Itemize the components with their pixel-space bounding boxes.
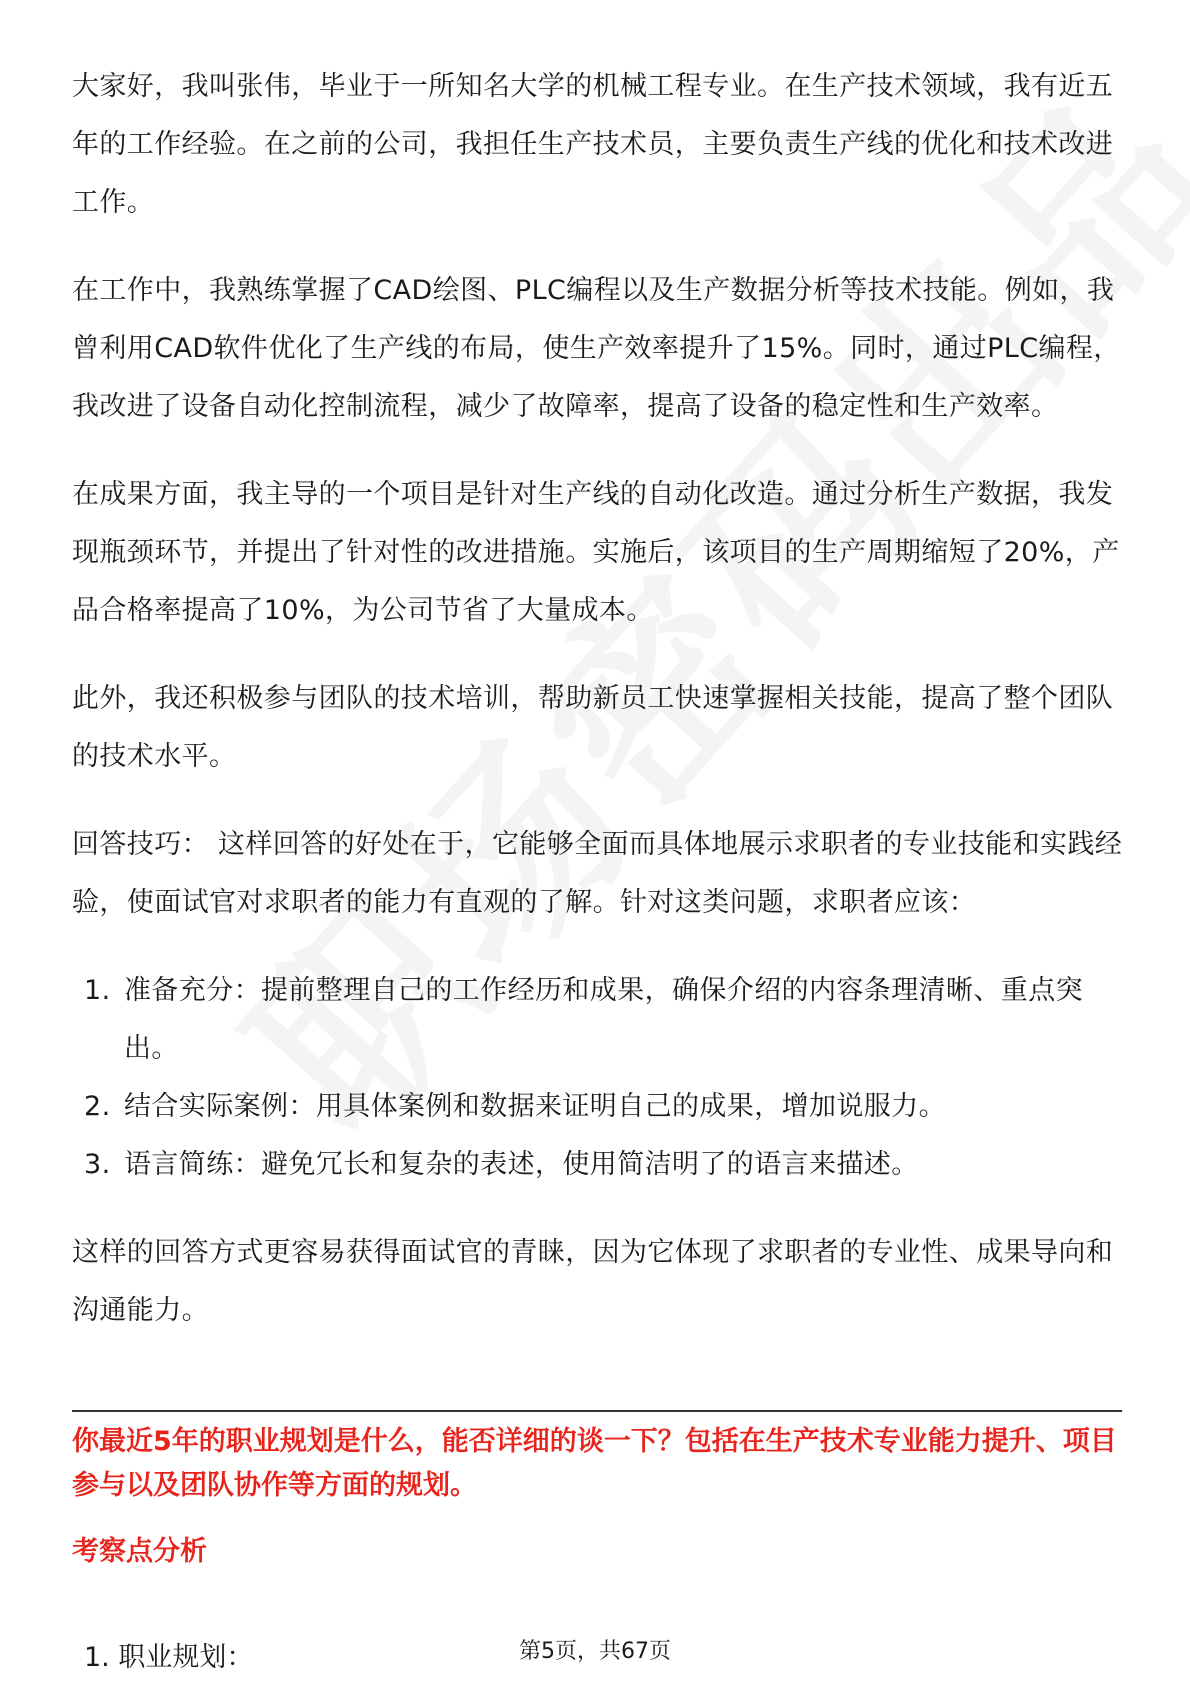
paragraph-closing: 这样的回答方式更容易获得面试官的青睐，因为它体现了求职者的专业性、成果导向和沟通能力。 — [72, 1237, 1114, 1326]
document-body — [72, 58, 1124, 1370]
paragraph-intro: 大家好，我叫张伟，毕业于一所知名大学的机械工程专业。在生产技术领域，我有近五年的工作经验。在之前的公司，我担任生产技术员，主要负责生产线的优化和技术改进工作。 — [72, 71, 1114, 218]
list-text: 语言简练：避免冗长和复杂的表述，使用简洁明了的语言来描述。 — [124, 1149, 919, 1180]
section-title: 考察点分析 — [72, 1536, 207, 1567]
list-number: 1. — [84, 975, 111, 1006]
page-number: 第5页，共67页 — [515, 1639, 675, 1664]
list-text: 结合实际案例：用具体案例和数据来证明自己的成果，增加说服力。 — [124, 1091, 946, 1122]
list-item — [72, 1136, 1124, 1194]
section-divider — [72, 1410, 1122, 1412]
list-text: 准备充分：提前整理自己的工作经历和成果，确保介绍的内容条理清晰、重点突出。 — [124, 975, 1083, 1064]
list-number: 2. — [84, 1091, 111, 1122]
list-item — [72, 1078, 1124, 1136]
page-footer — [0, 1634, 1190, 1665]
cut-off-line: 1. 职业规划： — [84, 1642, 254, 1673]
paragraph-tips-intro: 回答技巧： 这样回答的好处在于，它能够全面而具体地展示求职者的专业技能和实践经验，使面试官对求职者的能力有直观的了解。针对这类问题，求职者应该： — [72, 829, 1123, 918]
paragraph-training: 此外，我还积极参与团队的技术培训，帮助新员工快速掌握相关技能，提高了整个团队的技术水平。 — [72, 683, 1114, 772]
list-number: 3. — [84, 1149, 111, 1180]
list-item — [72, 962, 1124, 1078]
tips-list — [72, 962, 1124, 1194]
paragraph-skills: 在工作中，我熟练掌握了CAD绘图、PLC编程以及生产数据分析等技术技能。例如，我曾利用CAD软件优化了生产线的布局，使生产效率提升了15%。同时，通过PLC编程，我改进了设备自动化控制流程，减少了故障率，提高了设备的稳定性和生产效率。 — [72, 275, 1121, 422]
question-heading: 你最近5年的职业规划是什么，能否详细的谈一下？包括在生产技术专业能力提升、项目参与以及团队协作等方面的规划。 — [72, 1426, 1117, 1501]
paragraph-achievements: 在成果方面，我主导的一个项目是针对生产线的自动化改造。通过分析生产数据，我发现瓶颈环节，并提出了针对性的改进措施。实施后，该项目的生产周期缩短了20%，产品合格率提高了10%，为公司节省了大量成本。 — [72, 479, 1120, 626]
